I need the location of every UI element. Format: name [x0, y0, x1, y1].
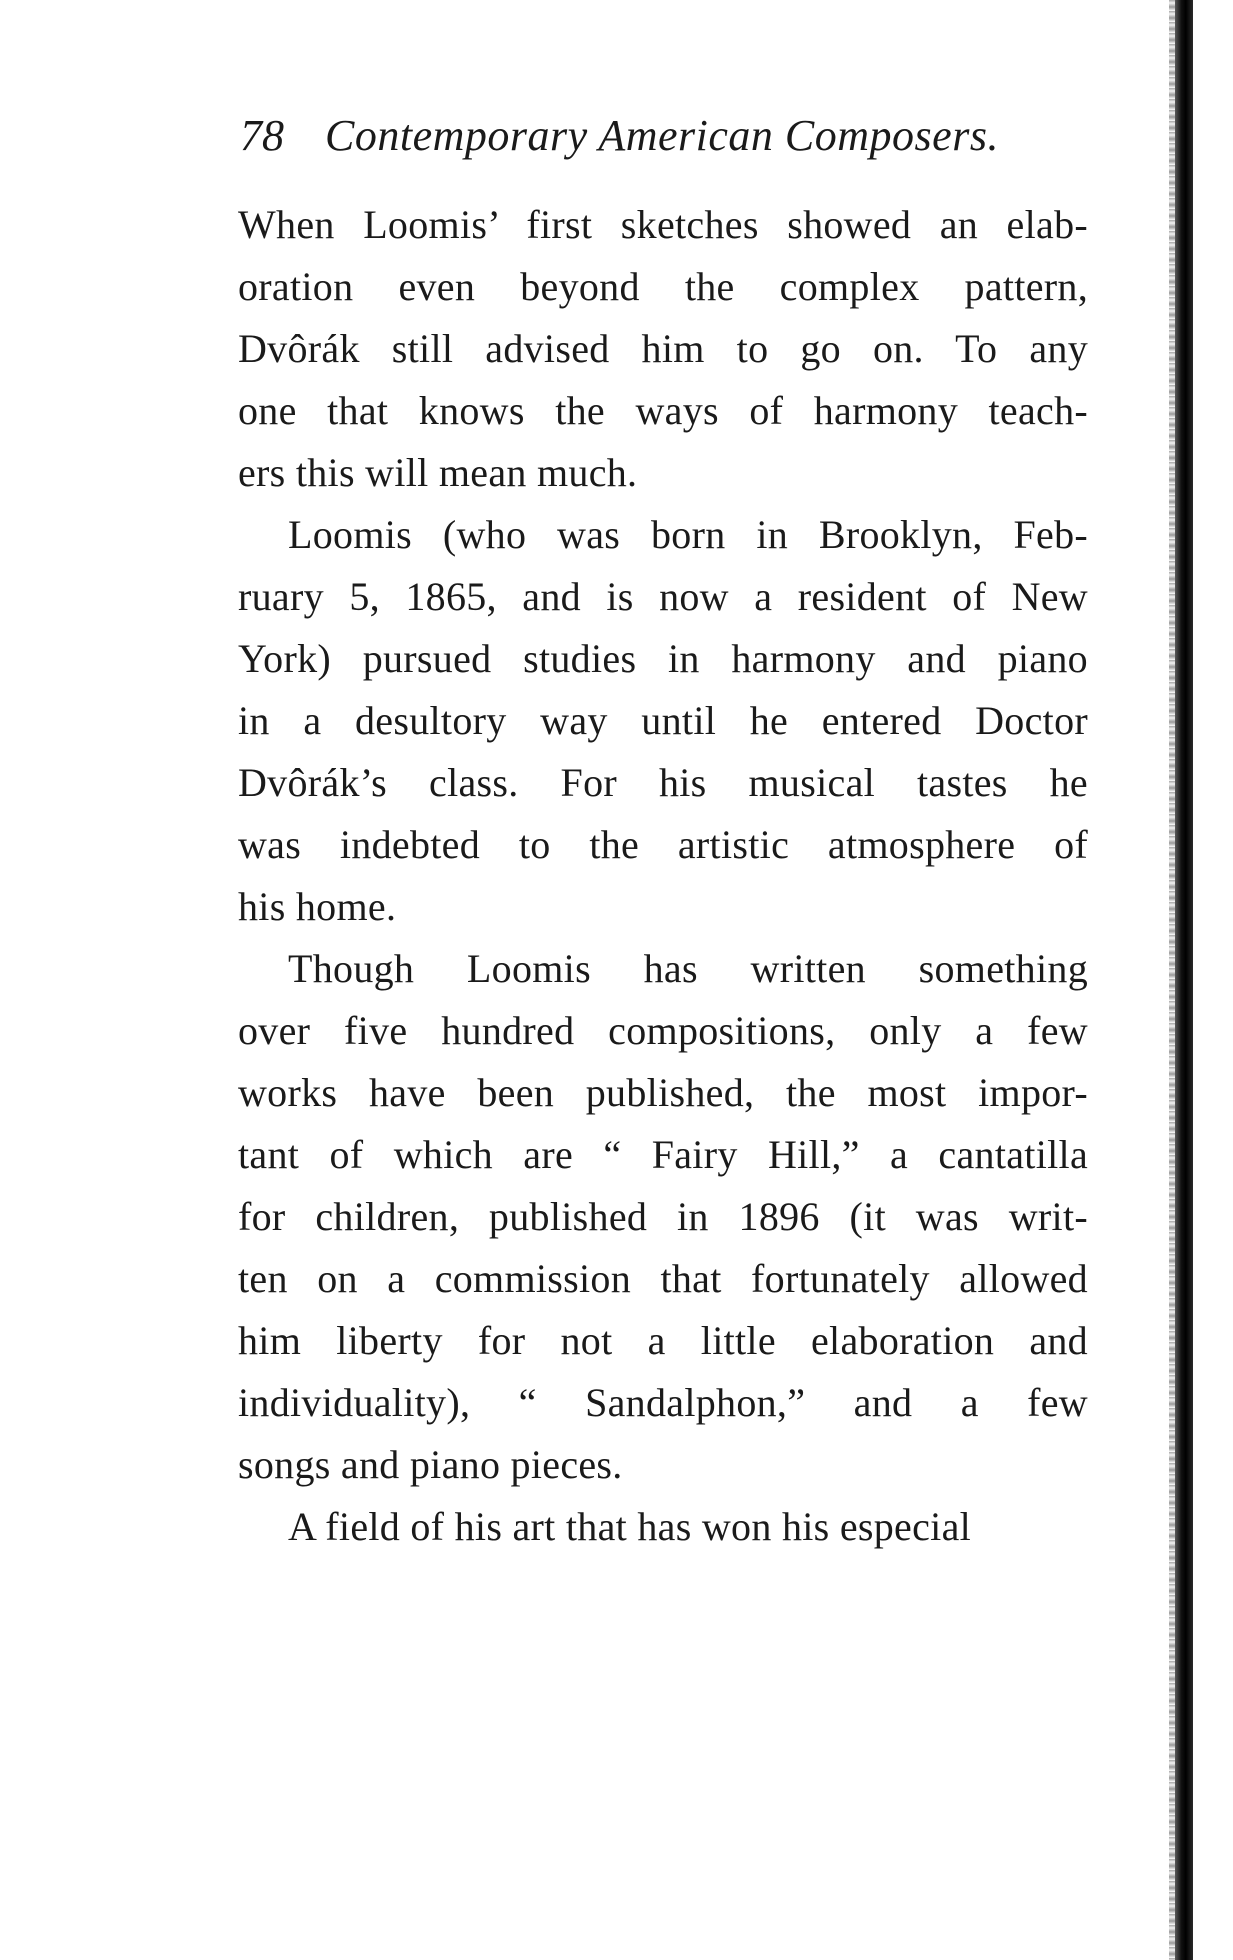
text-line: in a desultory way until he entered Doctor — [238, 698, 1088, 743]
text-line: over five hundred compositions, only a few — [238, 1008, 1088, 1053]
running-header — [240, 108, 999, 164]
text-line: When Loomis’ first sketches showed an elab- — [238, 202, 1088, 247]
text-line: oration even beyond the complex pattern, — [238, 264, 1088, 309]
body-text — [238, 194, 1088, 1558]
text-line: York) pursued studies in harmony and piano — [238, 636, 1088, 681]
text-line: ruary 5, 1865, and is now a resident of New — [238, 574, 1088, 619]
text-line: songs and piano pieces. — [238, 1442, 623, 1487]
text-line: tant of which are “ Fairy Hill,” a cantatilla — [238, 1132, 1088, 1177]
text-line: him liberty for not a little elaboration and — [238, 1318, 1088, 1363]
text-line: ten on a commission that fortunately allowed — [238, 1256, 1088, 1301]
text-line: Dvôrák still advised him to go on. To any — [238, 326, 1088, 371]
text-line: Loomis (who was born in Brooklyn, Feb- — [288, 512, 1088, 557]
page-number: 78 — [240, 111, 284, 160]
text-line: for children, published in 1896 (it was writ- — [238, 1194, 1088, 1239]
text-line: was indebted to the artistic atmosphere of — [238, 822, 1088, 867]
text-line: Though Loomis has written something — [288, 946, 1088, 991]
text-line: one that knows the ways of harmony teach- — [238, 388, 1088, 433]
running-title: Contemporary American Composers. — [325, 111, 999, 160]
text-line: ers this will mean much. — [238, 450, 638, 495]
binding-edge-shadow — [1175, 0, 1193, 1960]
text-line: works have been published, the most impor- — [238, 1070, 1088, 1115]
text-line: individuality), “ Sandalphon,” and a few — [238, 1380, 1088, 1425]
text-line: A field of his art that has won his especial — [288, 1504, 972, 1549]
text-line: Dvôrák’s class. For his musical tastes he — [238, 760, 1088, 805]
text-line: his home. — [238, 884, 397, 929]
